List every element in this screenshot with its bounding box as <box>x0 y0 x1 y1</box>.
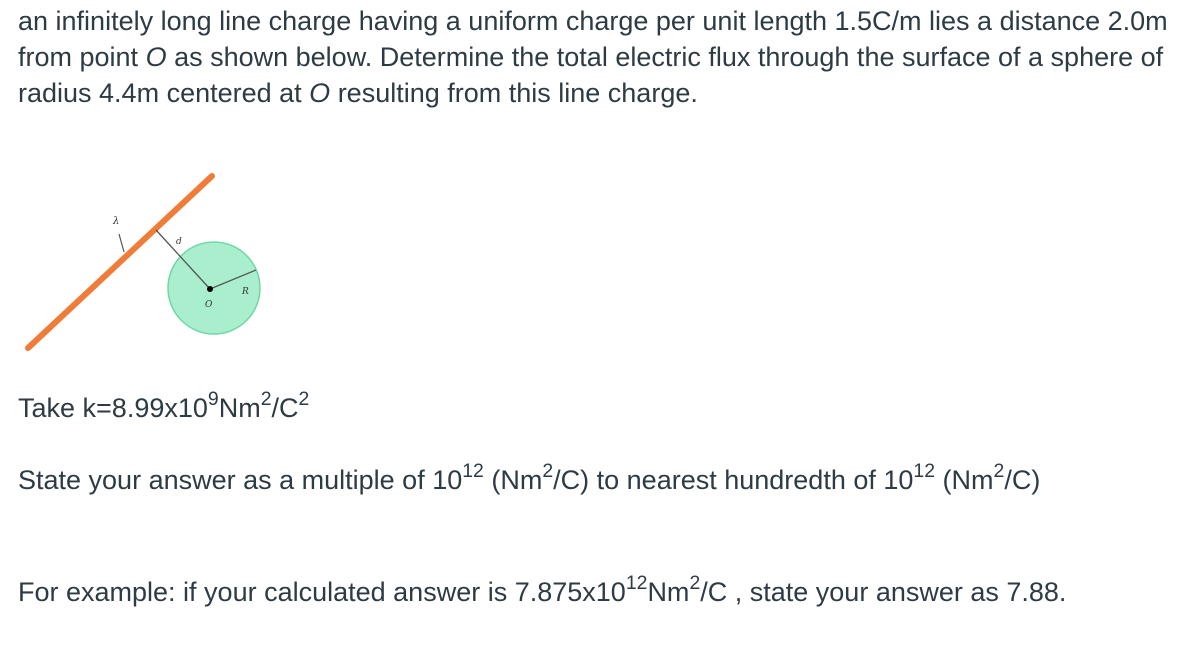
question-part-2: as shown below. Determine the total electric flux through the surface of a sphere of radius 4.4m centered at <box>18 42 1164 108</box>
constant-exponent: 9 <box>207 388 219 411</box>
line-charge-sphere-diagram <box>22 168 282 358</box>
constant-prefix: Take k=8.99x10 <box>18 393 208 423</box>
example-part-1: For example: if your calculated answer is 7.875x10 <box>18 577 626 607</box>
point-o-label-1: O <box>145 42 167 72</box>
instruction-exp-1: 12 <box>462 460 484 483</box>
constant-unit-exp-2: 2 <box>298 388 310 411</box>
d-label: d <box>176 237 182 247</box>
lambda-leader <box>119 234 124 252</box>
instruction-exp-3: 12 <box>913 460 936 483</box>
instruction-part-2: (Nm <box>483 465 543 495</box>
question-text <box>18 3 1178 111</box>
constant-unit-base: Nm <box>218 393 261 423</box>
question-part-1: an infinitely long line charge having a uniform charge per unit length 1.5C/m lies a distance 2.0m from point <box>18 6 1168 72</box>
answer-example <box>18 574 1178 610</box>
instruction-part-1: State your answer as a multiple of 10 <box>18 465 463 495</box>
lambda-label: λ <box>113 216 120 227</box>
center-point-o <box>207 286 213 292</box>
question-paragraph <box>18 3 1178 111</box>
example-part-2: Nm <box>647 577 690 607</box>
o-label: O <box>205 300 213 310</box>
constant-unit-mid: /C <box>271 393 299 423</box>
constant-unit-exp-1: 2 <box>260 388 272 411</box>
diagram-svg <box>22 168 282 358</box>
instruction-exp-2: 2 <box>542 460 554 483</box>
question-part-3: resulting from this line charge. <box>330 78 698 108</box>
answer-instruction <box>18 462 1178 498</box>
instruction-part-3: /C) to nearest hundredth of 10 <box>553 465 914 495</box>
example-exp-1: 12 <box>625 572 648 595</box>
instruction-exp-4: 2 <box>993 460 1005 483</box>
r-label: R <box>242 287 249 297</box>
example-part-3: /C , state your answer as 7.88. <box>700 577 1067 607</box>
instruction-part-4: (Nm <box>935 465 994 495</box>
constant-k-line <box>18 390 309 426</box>
instruction-part-5: /C) <box>1004 465 1041 495</box>
point-o-label-2: O <box>309 78 331 108</box>
example-exp-2: 2 <box>689 572 701 595</box>
